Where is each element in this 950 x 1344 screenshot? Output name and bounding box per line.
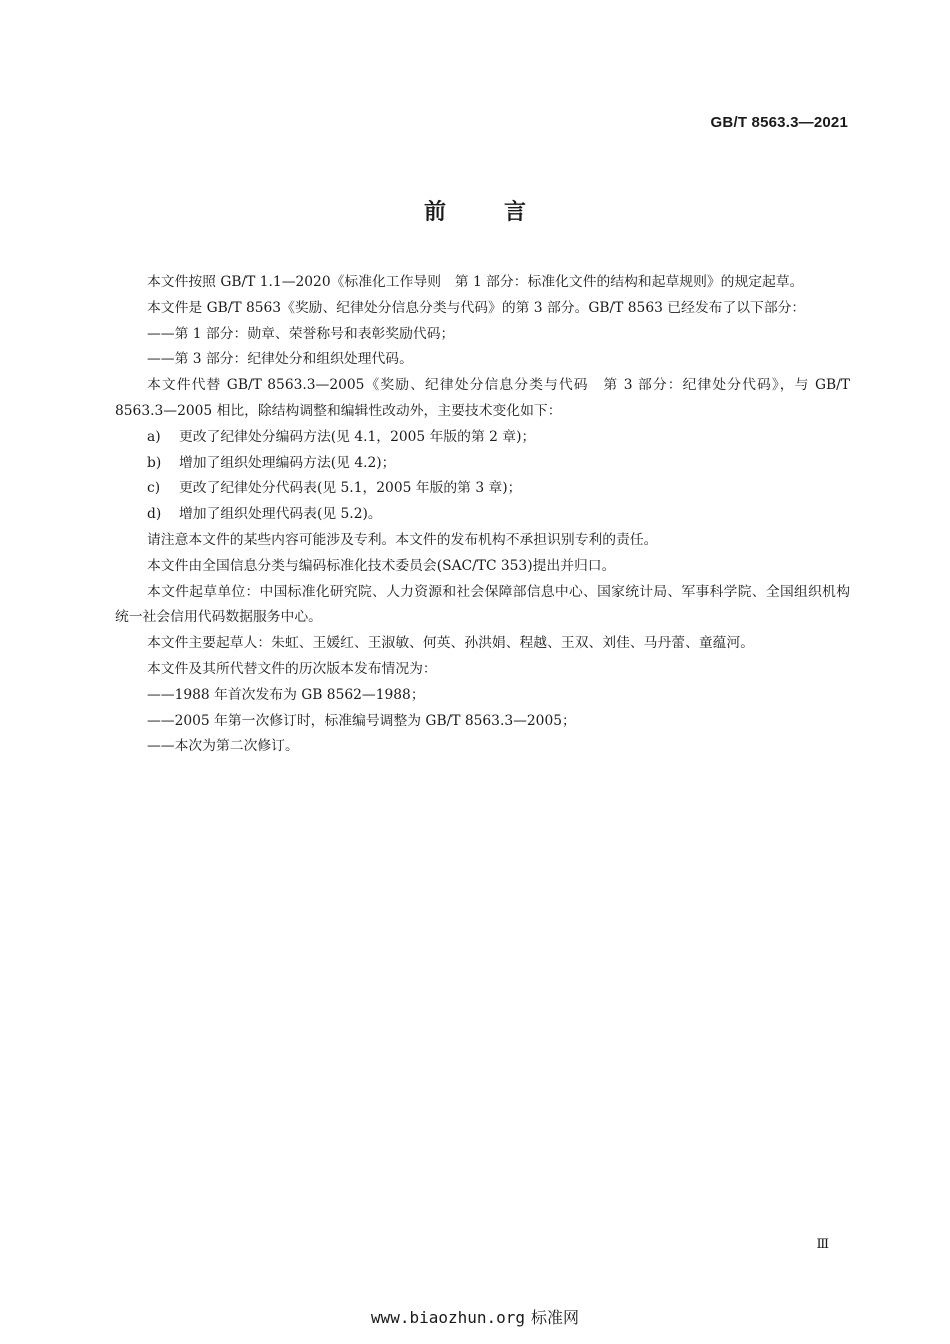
title-char-1: 前: [423, 200, 446, 225]
title-char-2: 言: [504, 200, 527, 225]
watermark-name: 标准网: [531, 1308, 580, 1327]
paragraph-patent-notice: 请注意本文件的某些内容可能涉及专利。本文件的发布机构不承担识别专利的责任。: [147, 531, 658, 548]
list-item-part-1: ——第 1 部分：勋章、荣誉称号和表彰奖励代码；: [147, 325, 455, 342]
change-label: a): [147, 428, 161, 445]
paragraph-replacement: 本文件代替 GB/T 8563.3—2005《奖励、纪律处分信息分类与代码 第 3 部分：纪律处分代码》，与 GB/T 8563.3—2005 相比，除结构调整和编辑性改动外，主要技术变化如下：: [115, 377, 850, 419]
change-label: b): [147, 454, 162, 471]
list-item-part-3: ——第 3 部分：纪律处分和组织处理代码。: [147, 351, 413, 368]
change-item-c: [115, 476, 850, 502]
history-item-1988: ——1988 年首次发布为 GB 8562—1988；: [147, 686, 425, 703]
paragraph-series-info: 本文件是 GB/T 8563《奖励、纪律处分信息分类与代码》的第 3 部分。GB/T 8563 已经发布了以下部分：: [147, 299, 806, 316]
change-text: 更改了纪律处分代码表(见 5.1，2005 年版的第 3 章)；: [179, 480, 522, 497]
paragraph-proposer: 本文件由全国信息分类与编码标准化技术委员会(SAC/TC 353)提出并归口。: [147, 557, 616, 574]
change-label: c): [147, 480, 161, 497]
history-item-2005: ——2005 年第一次修订时，标准编号调整为 GB/T 8563.3—2005；: [147, 712, 576, 729]
change-text: 增加了组织处理编码方法(见 4.2)；: [179, 454, 396, 471]
watermark-url: www.biaozhun.org: [370, 1308, 526, 1327]
history-item-current: ——本次为第二次修订。: [147, 738, 299, 755]
change-item-a: [115, 425, 850, 451]
standard-code: GB/T 8563.3—2021: [710, 114, 848, 131]
page-number: Ⅲ: [816, 1237, 829, 1252]
paragraph-drafters: 本文件主要起草人：朱虹、王媛红、王淑敏、何英、孙洪娟、程越、王双、刘佳、马丹蕾、童蕴河。: [147, 635, 755, 652]
paragraph-drafting-units: 本文件起草单位：中国标准化研究院、人力资源和社会保障部信息中心、国家统计局、军事科学院、全国组织机构统一社会信用代码数据服务中心。: [115, 583, 850, 626]
change-label: d): [147, 506, 162, 523]
change-text: 增加了组织处理代码表(见 5.2)。: [179, 506, 382, 523]
watermark: [0, 1305, 950, 1328]
page-title: [0, 195, 950, 226]
change-item-b: [115, 451, 850, 477]
change-text: 更改了纪律处分编码方法(见 4.1，2005 年版的第 2 章)；: [179, 428, 536, 445]
paragraph-drafting-basis: 本文件按照 GB/T 1.1—2020《标准化工作导则 第 1 部分：标准化文件的结构和起草规则》的规定起草。: [147, 274, 804, 290]
change-item-d: [115, 502, 850, 528]
paragraph-history-intro: 本文件及其所代替文件的历次版本发布情况为：: [147, 660, 437, 677]
foreword-body: [115, 270, 850, 760]
